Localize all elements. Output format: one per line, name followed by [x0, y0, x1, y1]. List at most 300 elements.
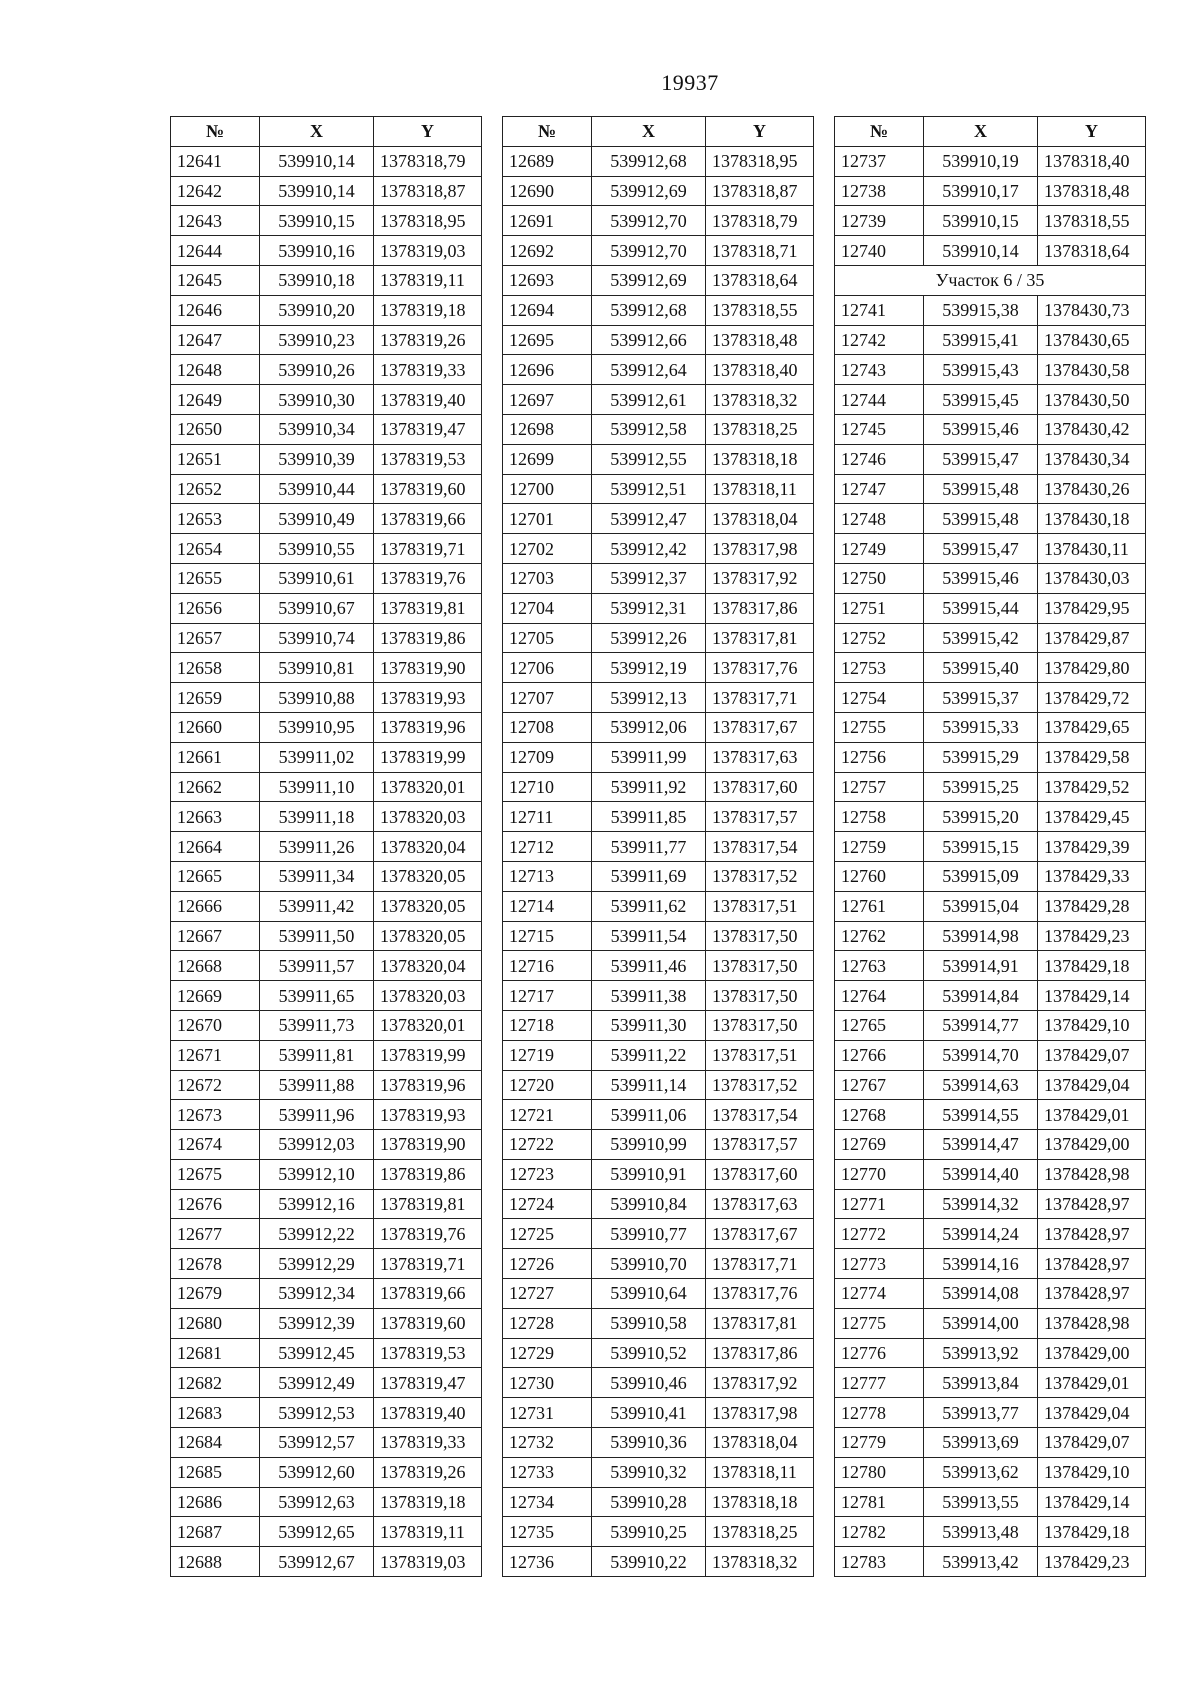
x-coordinate-cell: 539915,47 — [924, 444, 1038, 474]
table-row — [835, 623, 1146, 653]
table-row — [503, 951, 814, 981]
x-coordinate-cell: 539912,16 — [260, 1189, 374, 1219]
x-coordinate-cell: 539912,42 — [592, 534, 706, 564]
x-coordinate-cell: 539912,70 — [592, 236, 706, 266]
point-number-cell: 12702 — [503, 534, 592, 564]
table-row — [835, 1428, 1146, 1458]
table-row — [171, 1219, 482, 1249]
y-coordinate-cell: 1378319,66 — [374, 1279, 482, 1309]
point-number-cell: 12735 — [503, 1517, 592, 1547]
point-number-cell: 12780 — [835, 1457, 924, 1487]
y-coordinate-cell: 1378317,52 — [706, 861, 814, 891]
x-coordinate-cell: 539910,74 — [260, 623, 374, 653]
coordinates-table-2 — [502, 116, 814, 1577]
y-coordinate-cell: 1378317,71 — [706, 683, 814, 713]
y-coordinate-cell: 1378319,40 — [374, 385, 482, 415]
y-coordinate-cell: 1378429,18 — [1038, 951, 1146, 981]
table-row — [835, 1219, 1146, 1249]
y-coordinate-cell: 1378429,18 — [1038, 1517, 1146, 1547]
x-coordinate-cell: 539910,34 — [260, 414, 374, 444]
point-number-cell: 12670 — [171, 1010, 260, 1040]
x-coordinate-cell: 539912,66 — [592, 325, 706, 355]
x-coordinate-cell: 539914,24 — [924, 1219, 1038, 1249]
table-row — [835, 1487, 1146, 1517]
y-coordinate-cell: 1378430,58 — [1038, 355, 1146, 385]
y-coordinate-cell: 1378319,96 — [374, 1070, 482, 1100]
y-coordinate-cell: 1378320,01 — [374, 1010, 482, 1040]
x-coordinate-cell: 539912,47 — [592, 504, 706, 534]
y-coordinate-cell: 1378320,04 — [374, 951, 482, 981]
x-coordinate-cell: 539910,58 — [592, 1308, 706, 1338]
point-number-cell: 12724 — [503, 1189, 592, 1219]
point-number-cell: 12675 — [171, 1159, 260, 1189]
table-row — [835, 1040, 1146, 1070]
point-number-cell: 12642 — [171, 176, 260, 206]
y-coordinate-cell: 1378430,50 — [1038, 385, 1146, 415]
y-coordinate-cell: 1378319,93 — [374, 1100, 482, 1130]
x-coordinate-cell: 539912,29 — [260, 1249, 374, 1279]
y-coordinate-cell: 1378430,73 — [1038, 295, 1146, 325]
y-coordinate-cell: 1378319,93 — [374, 683, 482, 713]
x-coordinate-cell: 539910,95 — [260, 712, 374, 742]
y-coordinate-cell: 1378318,64 — [1038, 236, 1146, 266]
x-coordinate-cell: 539911,54 — [592, 921, 706, 951]
table-row — [171, 832, 482, 862]
point-number-cell: 12644 — [171, 236, 260, 266]
y-coordinate-cell: 1378319,71 — [374, 1249, 482, 1279]
table-row — [171, 951, 482, 981]
point-number-cell: 12778 — [835, 1398, 924, 1428]
x-coordinate-cell: 539910,22 — [592, 1547, 706, 1577]
table-row — [503, 832, 814, 862]
point-number-cell: 12692 — [503, 236, 592, 266]
point-number-cell: 12660 — [171, 712, 260, 742]
x-coordinate-cell: 539911,88 — [260, 1070, 374, 1100]
point-number-cell: 12770 — [835, 1159, 924, 1189]
table-row — [835, 1159, 1146, 1189]
point-number-cell: 12740 — [835, 236, 924, 266]
table-row — [503, 1130, 814, 1160]
y-coordinate-cell: 1378429,23 — [1038, 1547, 1146, 1577]
y-coordinate-cell: 1378319,40 — [374, 1398, 482, 1428]
point-number-cell: 12746 — [835, 444, 924, 474]
x-coordinate-cell: 539910,99 — [592, 1130, 706, 1160]
table-row — [171, 802, 482, 832]
table-row — [171, 712, 482, 742]
point-number-cell: 12732 — [503, 1428, 592, 1458]
y-coordinate-cell: 1378318,64 — [706, 265, 814, 295]
table-row — [171, 265, 482, 295]
x-coordinate-cell: 539911,26 — [260, 832, 374, 862]
column-header-number: № — [835, 117, 924, 147]
table-row — [835, 1249, 1146, 1279]
point-number-cell: 12694 — [503, 295, 592, 325]
table-row — [171, 385, 482, 415]
table-row — [171, 1040, 482, 1070]
table-row — [835, 1279, 1146, 1309]
table-row — [503, 861, 814, 891]
x-coordinate-cell: 539910,26 — [260, 355, 374, 385]
table-row — [171, 1308, 482, 1338]
table-row — [835, 712, 1146, 742]
table-row — [503, 1547, 814, 1577]
table-row — [503, 1428, 814, 1458]
y-coordinate-cell: 1378319,47 — [374, 1368, 482, 1398]
table-row — [835, 295, 1146, 325]
point-number-cell: 12722 — [503, 1130, 592, 1160]
x-coordinate-cell: 539911,50 — [260, 921, 374, 951]
point-number-cell: 12731 — [503, 1398, 592, 1428]
point-number-cell: 12710 — [503, 772, 592, 802]
point-number-cell: 12728 — [503, 1308, 592, 1338]
x-coordinate-cell: 539913,55 — [924, 1487, 1038, 1517]
x-coordinate-cell: 539914,63 — [924, 1070, 1038, 1100]
table-body — [171, 146, 482, 1576]
y-coordinate-cell: 1378319,53 — [374, 444, 482, 474]
y-coordinate-cell: 1378429,00 — [1038, 1338, 1146, 1368]
point-number-cell: 12783 — [835, 1547, 924, 1577]
x-coordinate-cell: 539915,48 — [924, 474, 1038, 504]
x-coordinate-cell: 539913,69 — [924, 1428, 1038, 1458]
y-coordinate-cell: 1378319,90 — [374, 653, 482, 683]
y-coordinate-cell: 1378429,10 — [1038, 1457, 1146, 1487]
table-row — [171, 921, 482, 951]
y-coordinate-cell: 1378318,32 — [706, 385, 814, 415]
table-row — [503, 355, 814, 385]
table-row — [503, 414, 814, 444]
x-coordinate-cell: 539910,70 — [592, 1249, 706, 1279]
x-coordinate-cell: 539912,64 — [592, 355, 706, 385]
y-coordinate-cell: 1378318,87 — [374, 176, 482, 206]
point-number-cell: 12763 — [835, 951, 924, 981]
point-number-cell: 12667 — [171, 921, 260, 951]
point-number-cell: 12711 — [503, 802, 592, 832]
table-row — [171, 325, 482, 355]
table-row — [503, 1457, 814, 1487]
table-row — [171, 1070, 482, 1100]
table-row — [171, 1368, 482, 1398]
y-coordinate-cell: 1378430,65 — [1038, 325, 1146, 355]
table-row — [171, 1130, 482, 1160]
y-coordinate-cell: 1378319,81 — [374, 593, 482, 623]
y-coordinate-cell: 1378317,54 — [706, 1100, 814, 1130]
point-number-cell: 12696 — [503, 355, 592, 385]
y-coordinate-cell: 1378317,50 — [706, 951, 814, 981]
x-coordinate-cell: 539915,20 — [924, 802, 1038, 832]
table-row — [503, 921, 814, 951]
table-row — [503, 653, 814, 683]
table-row — [171, 414, 482, 444]
y-coordinate-cell: 1378319,18 — [374, 295, 482, 325]
point-number-cell: 12757 — [835, 772, 924, 802]
point-number-cell: 12739 — [835, 206, 924, 236]
x-coordinate-cell: 539915,40 — [924, 653, 1038, 683]
x-coordinate-cell: 539912,57 — [260, 1428, 374, 1458]
x-coordinate-cell: 539915,44 — [924, 593, 1038, 623]
point-number-cell: 12730 — [503, 1368, 592, 1398]
table-row — [171, 593, 482, 623]
y-coordinate-cell: 1378317,71 — [706, 1249, 814, 1279]
x-coordinate-cell: 539910,64 — [592, 1279, 706, 1309]
y-coordinate-cell: 1378429,01 — [1038, 1368, 1146, 1398]
y-coordinate-cell: 1378319,90 — [374, 1130, 482, 1160]
y-coordinate-cell: 1378429,00 — [1038, 1130, 1146, 1160]
point-number-cell: 12776 — [835, 1338, 924, 1368]
point-number-cell: 12773 — [835, 1249, 924, 1279]
point-number-cell: 12708 — [503, 712, 592, 742]
table-row — [503, 1368, 814, 1398]
x-coordinate-cell: 539914,40 — [924, 1159, 1038, 1189]
point-number-cell: 12650 — [171, 414, 260, 444]
table-row — [835, 832, 1146, 862]
x-coordinate-cell: 539915,37 — [924, 683, 1038, 713]
table-row — [835, 1100, 1146, 1130]
point-number-cell: 12743 — [835, 355, 924, 385]
table-row — [171, 891, 482, 921]
x-coordinate-cell: 539911,34 — [260, 861, 374, 891]
point-number-cell: 12671 — [171, 1040, 260, 1070]
y-coordinate-cell: 1378319,86 — [374, 1159, 482, 1189]
point-number-cell: 12747 — [835, 474, 924, 504]
y-coordinate-cell: 1378320,03 — [374, 981, 482, 1011]
point-number-cell: 12693 — [503, 265, 592, 295]
point-number-cell: 12751 — [835, 593, 924, 623]
y-coordinate-cell: 1378429,04 — [1038, 1398, 1146, 1428]
page-number: 19937 — [661, 70, 719, 95]
x-coordinate-cell: 539912,49 — [260, 1368, 374, 1398]
coordinates-table-3 — [834, 116, 1146, 1577]
table-row — [171, 504, 482, 534]
point-number-cell: 12737 — [835, 146, 924, 176]
y-coordinate-cell: 1378318,48 — [706, 325, 814, 355]
table-row — [503, 712, 814, 742]
point-number-cell: 12768 — [835, 1100, 924, 1130]
y-coordinate-cell: 1378319,99 — [374, 1040, 482, 1070]
table-row — [503, 265, 814, 295]
point-number-cell: 12769 — [835, 1130, 924, 1160]
point-number-cell: 12684 — [171, 1428, 260, 1458]
x-coordinate-cell: 539913,92 — [924, 1338, 1038, 1368]
table-row — [503, 742, 814, 772]
x-coordinate-cell: 539912,31 — [592, 593, 706, 623]
column-header-x: X — [924, 117, 1038, 147]
table-body — [503, 146, 814, 1576]
table-row — [503, 563, 814, 593]
point-number-cell: 12774 — [835, 1279, 924, 1309]
point-number-cell: 12663 — [171, 802, 260, 832]
x-coordinate-cell: 539914,32 — [924, 1189, 1038, 1219]
x-coordinate-cell: 539914,91 — [924, 951, 1038, 981]
x-coordinate-cell: 539914,08 — [924, 1279, 1038, 1309]
x-coordinate-cell: 539911,30 — [592, 1010, 706, 1040]
point-number-cell: 12733 — [503, 1457, 592, 1487]
table-row — [171, 146, 482, 176]
table-row — [835, 683, 1146, 713]
table-row — [503, 474, 814, 504]
y-coordinate-cell: 1378429,10 — [1038, 1010, 1146, 1040]
x-coordinate-cell: 539910,28 — [592, 1487, 706, 1517]
table-row — [171, 623, 482, 653]
y-coordinate-cell: 1378320,05 — [374, 921, 482, 951]
y-coordinate-cell: 1378318,25 — [706, 414, 814, 444]
table-row — [835, 1130, 1146, 1160]
y-coordinate-cell: 1378318,04 — [706, 504, 814, 534]
x-coordinate-cell: 539915,25 — [924, 772, 1038, 802]
table-row — [171, 563, 482, 593]
y-coordinate-cell: 1378319,03 — [374, 236, 482, 266]
table-row — [171, 474, 482, 504]
x-coordinate-cell: 539910,77 — [592, 1219, 706, 1249]
point-number-cell: 12782 — [835, 1517, 924, 1547]
table-row — [835, 414, 1146, 444]
point-number-cell: 12754 — [835, 683, 924, 713]
y-coordinate-cell: 1378428,98 — [1038, 1308, 1146, 1338]
point-number-cell: 12701 — [503, 504, 592, 534]
y-coordinate-cell: 1378320,04 — [374, 832, 482, 862]
table-row — [503, 772, 814, 802]
y-coordinate-cell: 1378317,60 — [706, 772, 814, 802]
table-row — [503, 981, 814, 1011]
point-number-cell: 12653 — [171, 504, 260, 534]
point-number-cell: 12689 — [503, 146, 592, 176]
y-coordinate-cell: 1378429,33 — [1038, 861, 1146, 891]
point-number-cell: 12687 — [171, 1517, 260, 1547]
point-number-cell: 12652 — [171, 474, 260, 504]
coordinates-table-1 — [170, 116, 482, 1577]
point-number-cell: 12755 — [835, 712, 924, 742]
x-coordinate-cell: 539910,49 — [260, 504, 374, 534]
x-coordinate-cell: 539910,15 — [260, 206, 374, 236]
x-coordinate-cell: 539914,16 — [924, 1249, 1038, 1279]
y-coordinate-cell: 1378319,11 — [374, 265, 482, 295]
point-number-cell: 12719 — [503, 1040, 592, 1070]
y-coordinate-cell: 1378318,79 — [706, 206, 814, 236]
x-coordinate-cell: 539912,68 — [592, 295, 706, 325]
y-coordinate-cell: 1378429,52 — [1038, 772, 1146, 802]
table-row — [503, 802, 814, 832]
column-header-y: Y — [1038, 117, 1146, 147]
y-coordinate-cell: 1378320,05 — [374, 891, 482, 921]
x-coordinate-cell: 539912,65 — [260, 1517, 374, 1547]
table-row — [503, 206, 814, 236]
point-number-cell: 12669 — [171, 981, 260, 1011]
x-coordinate-cell: 539914,00 — [924, 1308, 1038, 1338]
table-row — [503, 1338, 814, 1368]
y-coordinate-cell: 1378430,18 — [1038, 504, 1146, 534]
x-coordinate-cell: 539911,69 — [592, 861, 706, 891]
y-coordinate-cell: 1378318,32 — [706, 1547, 814, 1577]
point-number-cell: 12657 — [171, 623, 260, 653]
y-coordinate-cell: 1378429,07 — [1038, 1428, 1146, 1458]
x-coordinate-cell: 539910,14 — [924, 236, 1038, 266]
point-number-cell: 12685 — [171, 1457, 260, 1487]
x-coordinate-cell: 539910,30 — [260, 385, 374, 415]
y-coordinate-cell: 1378428,97 — [1038, 1189, 1146, 1219]
point-number-cell: 12682 — [171, 1368, 260, 1398]
y-coordinate-cell: 1378318,40 — [1038, 146, 1146, 176]
table-row — [835, 742, 1146, 772]
y-coordinate-cell: 1378319,53 — [374, 1338, 482, 1368]
table-row — [835, 772, 1146, 802]
y-coordinate-cell: 1378318,40 — [706, 355, 814, 385]
y-coordinate-cell: 1378319,33 — [374, 355, 482, 385]
x-coordinate-cell: 539911,22 — [592, 1040, 706, 1070]
x-coordinate-cell: 539912,69 — [592, 176, 706, 206]
x-coordinate-cell: 539915,42 — [924, 623, 1038, 653]
x-coordinate-cell: 539912,39 — [260, 1308, 374, 1338]
table-row — [835, 444, 1146, 474]
point-number-cell: 12727 — [503, 1279, 592, 1309]
y-coordinate-cell: 1378319,60 — [374, 1308, 482, 1338]
y-coordinate-cell: 1378317,50 — [706, 921, 814, 951]
table-row — [835, 1398, 1146, 1428]
x-coordinate-cell: 539912,70 — [592, 206, 706, 236]
y-coordinate-cell: 1378320,03 — [374, 802, 482, 832]
table-row — [835, 355, 1146, 385]
point-number-cell: 12648 — [171, 355, 260, 385]
x-coordinate-cell: 539912,63 — [260, 1487, 374, 1517]
x-coordinate-cell: 539915,29 — [924, 742, 1038, 772]
table-row — [503, 444, 814, 474]
x-coordinate-cell: 539912,22 — [260, 1219, 374, 1249]
table-row — [835, 504, 1146, 534]
y-coordinate-cell: 1378317,60 — [706, 1159, 814, 1189]
table-row — [835, 802, 1146, 832]
point-number-cell: 12649 — [171, 385, 260, 415]
point-number-cell: 12738 — [835, 176, 924, 206]
point-number-cell: 12656 — [171, 593, 260, 623]
point-number-cell: 12766 — [835, 1040, 924, 1070]
table-row — [503, 534, 814, 564]
point-number-cell: 12695 — [503, 325, 592, 355]
table-row — [835, 146, 1146, 176]
table-row — [171, 355, 482, 385]
column-header-y: Y — [706, 117, 814, 147]
y-coordinate-cell: 1378430,26 — [1038, 474, 1146, 504]
table-row — [171, 295, 482, 325]
y-coordinate-cell: 1378318,48 — [1038, 176, 1146, 206]
y-coordinate-cell: 1378317,63 — [706, 1189, 814, 1219]
point-number-cell: 12742 — [835, 325, 924, 355]
table-row — [171, 1100, 482, 1130]
x-coordinate-cell: 539911,38 — [592, 981, 706, 1011]
table-row — [835, 951, 1146, 981]
y-coordinate-cell: 1378319,26 — [374, 325, 482, 355]
y-coordinate-cell: 1378319,71 — [374, 534, 482, 564]
y-coordinate-cell: 1378319,76 — [374, 563, 482, 593]
x-coordinate-cell: 539912,10 — [260, 1159, 374, 1189]
y-coordinate-cell: 1378317,57 — [706, 802, 814, 832]
y-coordinate-cell: 1378317,76 — [706, 1279, 814, 1309]
x-coordinate-cell: 539915,43 — [924, 355, 1038, 385]
x-coordinate-cell: 539915,41 — [924, 325, 1038, 355]
table-row — [503, 623, 814, 653]
table-row — [171, 1249, 482, 1279]
x-coordinate-cell: 539912,13 — [592, 683, 706, 713]
x-coordinate-cell: 539910,25 — [592, 1517, 706, 1547]
column-header-number: № — [171, 117, 260, 147]
x-coordinate-cell: 539913,48 — [924, 1517, 1038, 1547]
point-number-cell: 12736 — [503, 1547, 592, 1577]
y-coordinate-cell: 1378429,04 — [1038, 1070, 1146, 1100]
x-coordinate-cell: 539910,84 — [592, 1189, 706, 1219]
x-coordinate-cell: 539914,84 — [924, 981, 1038, 1011]
table-row — [503, 1040, 814, 1070]
y-coordinate-cell: 1378429,39 — [1038, 832, 1146, 862]
point-number-cell: 12686 — [171, 1487, 260, 1517]
x-coordinate-cell: 539910,41 — [592, 1398, 706, 1428]
y-coordinate-cell: 1378319,47 — [374, 414, 482, 444]
